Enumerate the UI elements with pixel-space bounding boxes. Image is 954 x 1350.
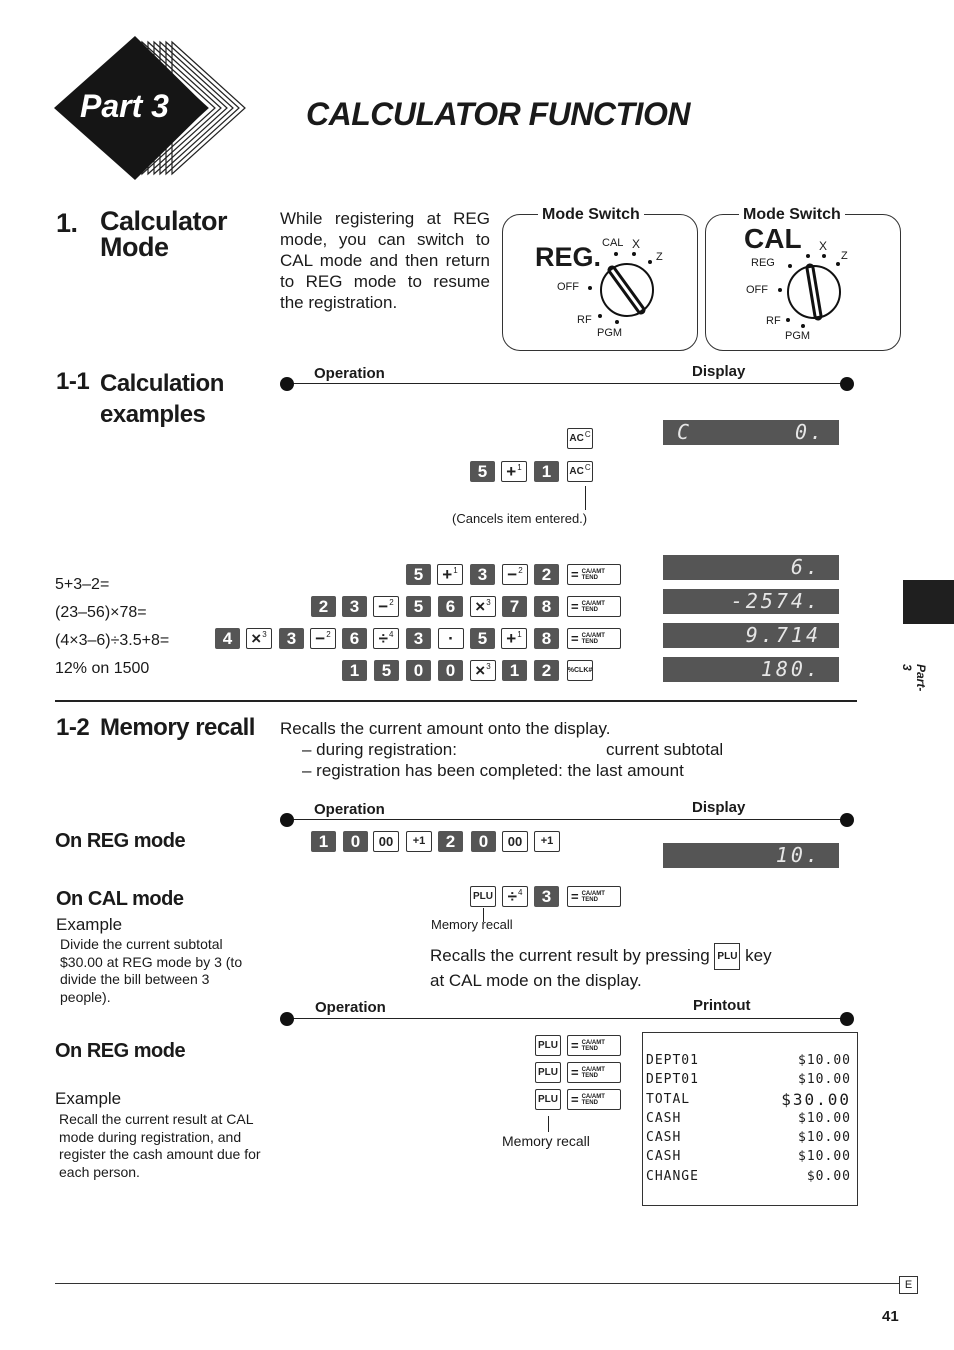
ca-amt-tend-key-3: = CA/AMT TEND	[567, 628, 621, 649]
footer-rule	[55, 1283, 900, 1284]
subsection-title: Calculation examples	[100, 370, 224, 428]
receipt-row: TOTAL $30.00	[646, 1089, 851, 1109]
lcd-display: C 0.	[663, 420, 839, 445]
reg-example-text: Recall the current result at CAL mode during registration, and register the cash amount due for each person.	[59, 1111, 261, 1180]
lcd-result-2: -2574.	[663, 589, 839, 614]
plu-key: PLU	[470, 886, 496, 907]
operation-label: Operation	[314, 365, 385, 382]
ca-amt-tend-key: = CA/AMT TEND	[567, 564, 621, 585]
memory-recall-note: Memory recall	[431, 917, 513, 932]
section-divider	[55, 700, 857, 702]
lcd-result-1: 6.	[663, 555, 839, 580]
operation-label-3: Operation	[315, 999, 386, 1016]
on-cal-mode-heading: On CAL mode	[56, 888, 184, 910]
receipt-row: CASH $10.00	[646, 1149, 851, 1165]
cancel-note: (Cancels item entered.)	[452, 511, 588, 526]
on-reg-mode-heading-2: On REG mode	[55, 1040, 186, 1062]
ca-amt-tend-key-4: = CA/AMT TEND	[567, 886, 621, 907]
memory-recall-note-2: Memory recall	[502, 1133, 590, 1149]
mode-indicator: REG.	[535, 242, 602, 272]
mode-indicator-2: CAL	[744, 223, 802, 254]
mode-dial-icon	[580, 240, 670, 330]
mode-dial-icon-2	[770, 240, 860, 330]
subsection-title-2: Memory recall	[100, 714, 255, 741]
page-title: CALCULATOR FUNCTION	[306, 96, 690, 132]
printout-label: Printout	[693, 997, 751, 1014]
section-title: Calculator Mode	[100, 206, 228, 262]
subsection-number: 1-1	[56, 368, 90, 395]
receipt-row: CASH $10.00	[646, 1130, 851, 1146]
on-reg-mode-heading: On REG mode	[55, 830, 186, 852]
mode-switch-caption-2: Mode Switch	[739, 206, 845, 224]
expression-list: 5+3–2= (23–56)×78= (4×3–6)÷3.5+8= 12% on 1500	[55, 576, 170, 677]
side-tab-label: Part-3	[900, 664, 928, 692]
ac-key: AC $^C$	[567, 428, 593, 449]
cal-example-text: Divide the current subtotal $30.00 at REG mode by 3 (to divide the bill between 3 people).	[60, 936, 243, 1005]
recall-text: Recalls the current result by pressing PLU key at CAL mode on the display.	[430, 943, 772, 991]
receipt-row: DEPT01 $10.00	[646, 1072, 851, 1088]
lcd-result-4: 180.	[663, 657, 839, 682]
receipt-row: CHANGE $0.00	[646, 1168, 851, 1184]
memory-desc: Recalls the current amount onto the display.	[280, 719, 611, 738]
language-badge: E	[899, 1276, 918, 1294]
display-label-2: Display	[692, 799, 746, 816]
ca-amt-tend-key-2: = CA/AMT TEND	[567, 596, 621, 617]
operation-label-2: Operation	[314, 801, 385, 818]
mode-switch-caption: Mode Switch	[538, 206, 644, 224]
section-number: 1.	[56, 208, 78, 238]
page-number: 41	[882, 1308, 899, 1325]
side-tab	[903, 580, 954, 624]
clk-key: % CLK#	[567, 660, 593, 681]
receipt-row: CASH $10.00	[646, 1110, 851, 1126]
ac-key-2: AC $^C$	[567, 461, 593, 482]
section-intro: While registering at REG mode, you can switch to CAL mode and then return to REG mode to resume the registration.	[280, 209, 490, 312]
operation-rule	[287, 383, 847, 384]
lcd-result-3: 9.714	[663, 623, 839, 648]
receipt	[642, 1032, 858, 1206]
part-label: Part 3	[80, 88, 169, 124]
display-label: Display	[692, 363, 746, 380]
lcd-reg-display: 10.	[663, 843, 839, 868]
subsection-number-2: 1-2	[56, 714, 90, 741]
receipt-row: DEPT01 $10.00	[646, 1053, 851, 1068]
